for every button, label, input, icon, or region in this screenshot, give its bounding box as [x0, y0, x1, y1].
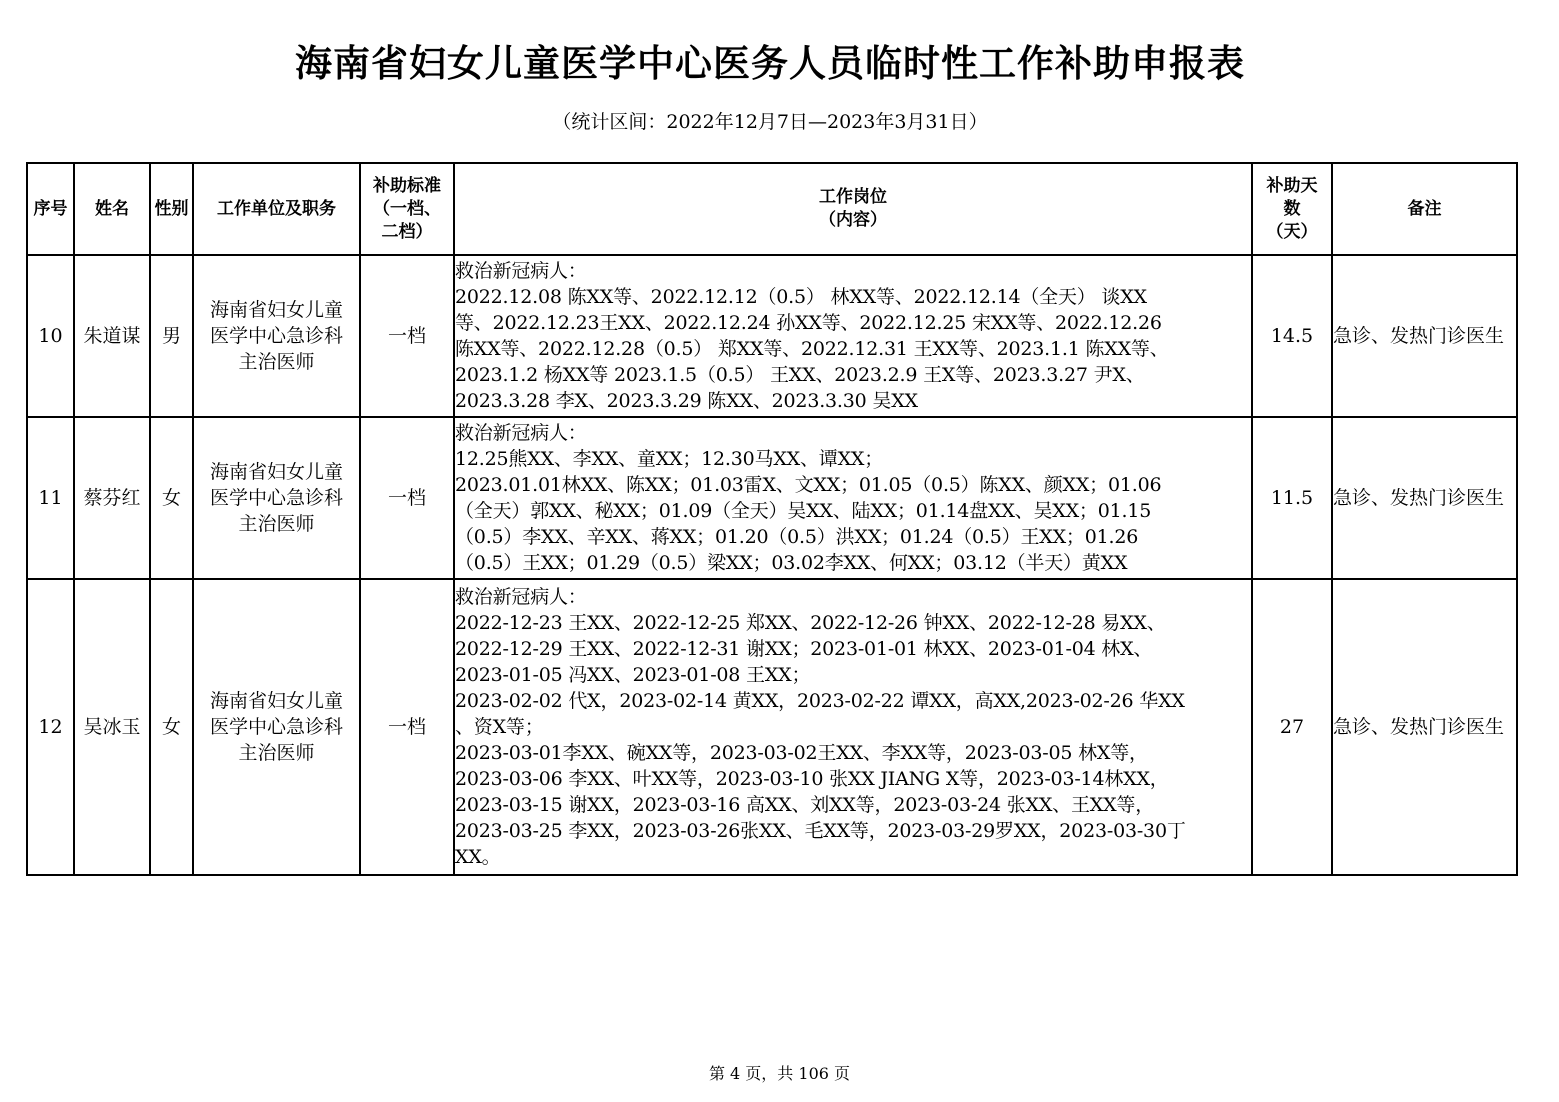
- cell-days: 14.5: [1252, 255, 1332, 417]
- page-title: 海南省妇女儿童医学中心医务人员临时性工作补助申报表: [295, 42, 1245, 85]
- content-line: 救治新冠病人：: [455, 260, 587, 282]
- content-line: （0.5）王XX；01.29（0.5）梁XX；03.02李XX、何XX；03.12（半天）黄XX: [455, 552, 1128, 574]
- cell-days: 11.5: [1252, 417, 1332, 579]
- content-line: 2023.01.01林XX、陈XX；01.03雷X、文XX；01.05（0.5）陈XX、颜XX；01.06: [455, 474, 1162, 496]
- page-footer: 第 4 页，共 106 页: [708, 1064, 851, 1083]
- unit-line: 海南省妇女儿童: [209, 299, 343, 321]
- cell-standard: 一档: [360, 579, 454, 875]
- cell-position-content: [454, 579, 1252, 875]
- cell-seq: 10: [27, 255, 74, 417]
- header-standard: [360, 163, 454, 255]
- cell-unit: [193, 579, 360, 875]
- cell-unit: [193, 255, 360, 417]
- unit-line: 主治医师: [238, 513, 315, 535]
- content-line: 、资X等；: [455, 716, 544, 738]
- table-header-row: [27, 163, 1517, 255]
- header-name: 姓名: [74, 163, 150, 255]
- header-position-line: 工作岗位: [819, 187, 887, 207]
- content-line: 2023-03-25 李XX，2023-03-26张XX、毛XX等，2023-03-29罗XX，2023-03-30丁: [455, 820, 1186, 842]
- content-line: 2023-03-15 谢XX，2023-03-16 高XX、刘XX等，2023-03-24 张XX、王XX等，: [455, 794, 1155, 816]
- unit-line: 海南省妇女儿童: [209, 461, 343, 483]
- content-line: 2023-03-06 李XX、叶XX等，2023-03-10 张XX JIANG X等，2023-03-14林XX，: [455, 768, 1169, 790]
- cell-remark: 急诊、发热门诊医生: [1332, 417, 1517, 579]
- content-line: 2022.12.08 陈XX等、2022.12.12（0.5） 林XX等、2022.12.14（全天） 谈XX: [455, 286, 1147, 308]
- cell-remark: 急诊、发热门诊医生: [1332, 255, 1517, 417]
- cell-position-content: [454, 255, 1252, 417]
- table-row: [27, 579, 1517, 875]
- header-standard-line: （一档、: [373, 198, 441, 219]
- header-days: [1252, 163, 1332, 255]
- unit-line: 主治医师: [238, 351, 315, 373]
- content-line: 救治新冠病人：: [455, 422, 587, 444]
- cell-gender: 女: [150, 579, 193, 875]
- header-standard-line: 二档）: [381, 221, 433, 242]
- cell-position-content: [454, 417, 1252, 579]
- cell-seq: 12: [27, 579, 74, 875]
- cell-gender: 男: [150, 255, 193, 417]
- statistics-period: （统计区间：2022年12月7日—2023年3月31日）: [552, 111, 988, 133]
- table-row: [27, 417, 1517, 579]
- cell-remark: 急诊、发热门诊医生: [1332, 579, 1517, 875]
- cell-gender: 女: [150, 417, 193, 579]
- content-line: 2023-02-02 代X，2023-02-14 黄XX，2023-02-22 谭XX，高XX,2023-02-26 华XX: [455, 690, 1185, 712]
- unit-line: 主治医师: [238, 742, 315, 764]
- cell-standard: 一档: [360, 255, 454, 417]
- table-row: [27, 255, 1517, 417]
- unit-line: 医学中心急诊科: [209, 487, 343, 509]
- cell-seq: 11: [27, 417, 74, 579]
- header-seq: 序号: [27, 163, 74, 255]
- header-remark: 备注: [1332, 163, 1517, 255]
- content-line: 2022-12-29 王XX、2022-12-31 谢XX；2023-01-01 林XX、2023-01-04 林X、: [455, 638, 1153, 660]
- content-line: 等、2022.12.23王XX、2022.12.24 孙XX等、2022.12.25 宋XX等、2022.12.26: [455, 312, 1162, 334]
- content-line: 2022-12-23 王XX、2022-12-25 郑XX、2022-12-26 钟XX、2022-12-28 易XX、: [455, 612, 1166, 634]
- cell-name: 蔡芬红: [74, 417, 150, 579]
- cell-days: 27: [1252, 579, 1332, 875]
- header-position-line: （内容）: [819, 210, 887, 230]
- header-gender: 性别: [150, 163, 193, 255]
- content-line: （全天）郭XX、秘XX；01.09（全天）吴XX、陆XX；01.14盘XX、吴XX；01.15: [455, 500, 1152, 522]
- content-line: 12.25熊XX、李XX、童XX；12.30马XX、谭XX；: [455, 448, 884, 470]
- unit-line: 医学中心急诊科: [209, 716, 343, 738]
- content-line: XX。: [455, 846, 501, 868]
- cell-name: 朱道谋: [74, 255, 150, 417]
- header-days-line: （天）: [1266, 221, 1318, 242]
- cell-standard: 一档: [360, 417, 454, 579]
- cell-unit: [193, 417, 360, 579]
- content-line: 救治新冠病人：: [455, 586, 587, 608]
- header-position: [454, 163, 1252, 255]
- content-line: 2023.1.2 杨XX等 2023.1.5（0.5） 王XX、2023.2.9 王X等、2023.3.27 尹X、: [455, 364, 1145, 386]
- content-line: 2023-01-05 冯XX、2023-01-08 王XX；: [455, 664, 811, 686]
- unit-line: 医学中心急诊科: [209, 325, 343, 347]
- content-line: 2023.3.28 李X、2023.3.29 陈XX、2023.3.30 吴XX: [455, 390, 918, 412]
- content-line: 2023-03-01李XX、碗XX等，2023-03-02王XX、李XX等，2023-03-05 林X等，: [455, 742, 1148, 764]
- header-days-line: 补助天: [1266, 175, 1318, 196]
- cell-name: 吴冰玉: [74, 579, 150, 875]
- content-line: （0.5）李XX、辛XX、蒋XX；01.20（0.5）洪XX；01.24（0.5）王XX；01.26: [455, 526, 1139, 548]
- unit-line: 海南省妇女儿童: [209, 690, 343, 712]
- content-line: 陈XX等、2022.12.28（0.5） 郑XX等、2022.12.31 王XX等、2023.1.1 陈XX等、: [455, 338, 1169, 360]
- subsidy-table: [26, 162, 1518, 876]
- header-days-line: 数: [1283, 198, 1301, 219]
- header-unit: 工作单位及职务: [193, 163, 360, 255]
- header-standard-line: 补助标准: [373, 175, 441, 196]
